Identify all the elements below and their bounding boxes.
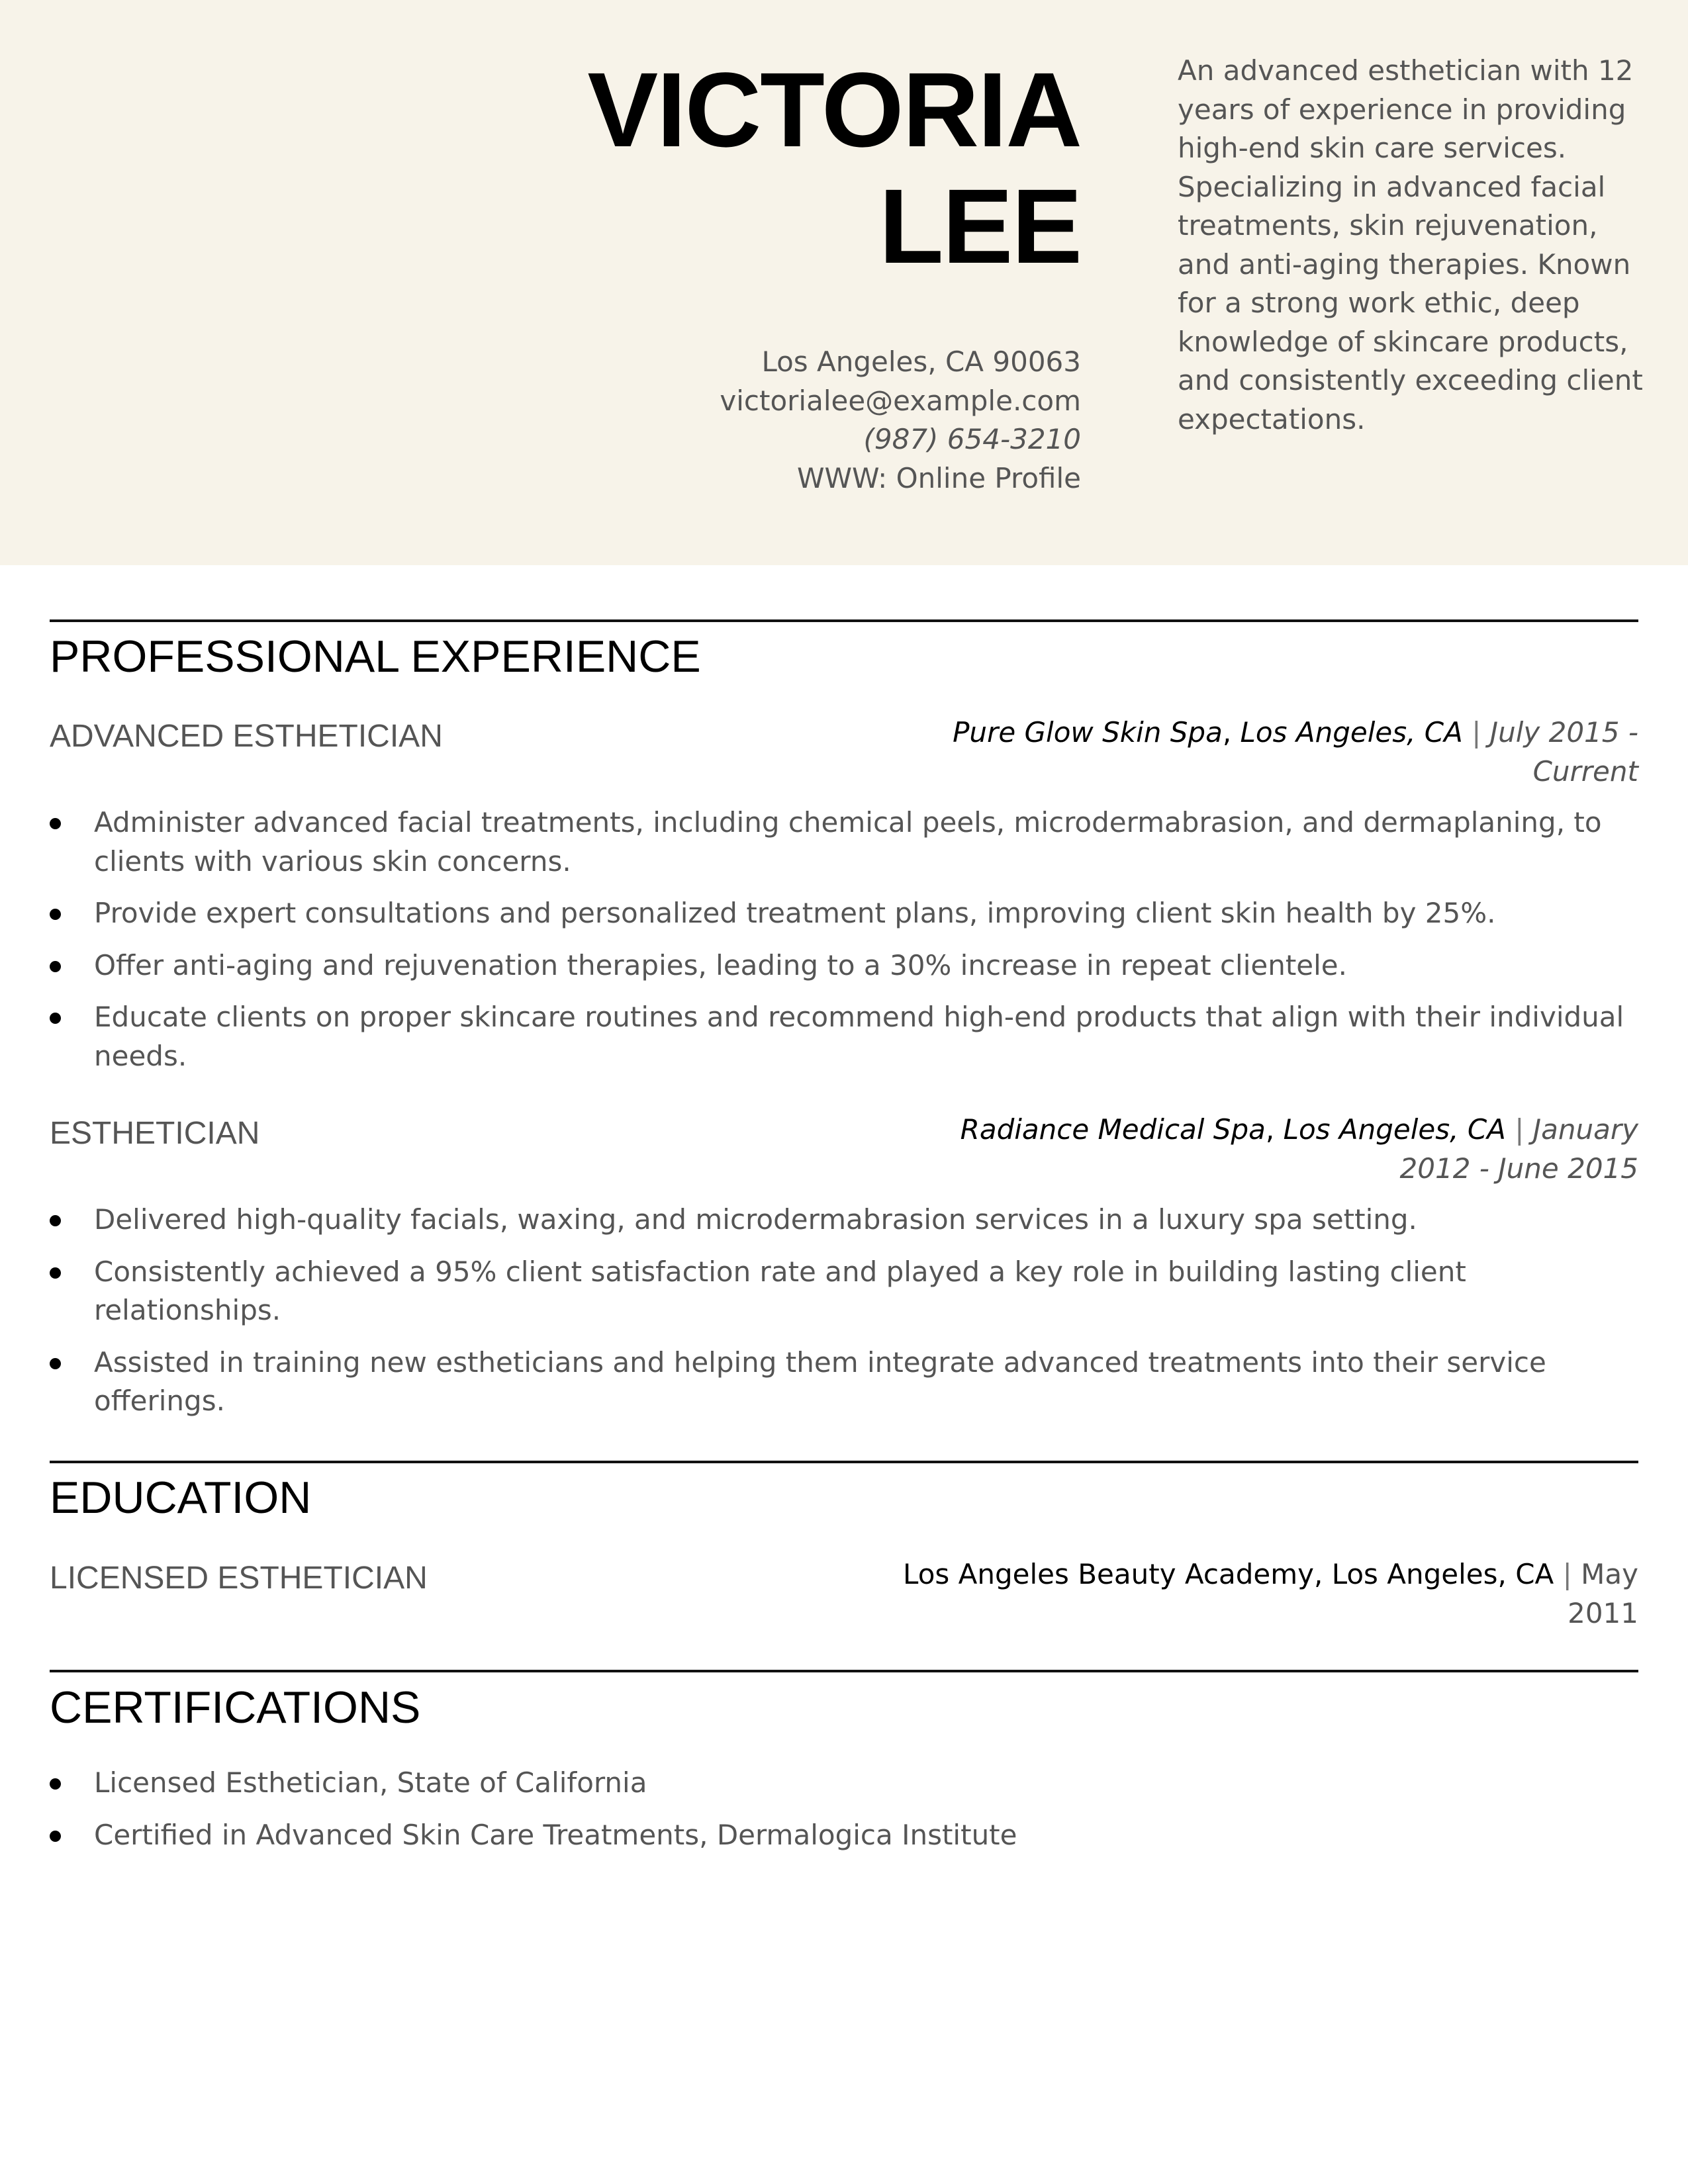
bullet-icon [50,1267,61,1279]
bullet-icon [50,1778,61,1790]
job-date-end: 2012 - June 2015 [1399,1152,1638,1185]
contact-block [485,343,1081,498]
list-item: Educate clients on proper skincare routines and recommend high-end products that align with their individual needs. [50,998,1638,1075]
job-location: Los Angeles, CA [1283,1113,1506,1146]
section-divider [50,1670,1638,1672]
bullet-icon [50,1358,61,1369]
bullet-icon [50,961,61,972]
meta-separator: | [1562,1558,1572,1590]
list-item: Certified in Advanced Skin Care Treatments, Dermalogica Institute [50,1816,1638,1855]
bullet-icon [50,1013,61,1024]
name-last: LEE [878,167,1081,285]
education-degree: LICENSED ESTHETICIAN [50,1561,428,1596]
bullet-icon [50,909,61,920]
job-employer: Pure Glow Skin Spa [953,716,1223,749]
contact-phone[interactable]: (987) 654-3210 [863,423,1081,455]
job-title: ESTHETICIAN [50,1116,260,1151]
list-item: Delivered high-quality facials, waxing, and microdermabrasion services in a luxury spa setting. [50,1201,1638,1240]
bullet-icon [50,1215,61,1226]
job-date-start: July 2015 - [1489,716,1638,749]
education-date-year: 2011 [1568,1596,1638,1629]
list-item: Offer anti-aging and rejuvenation therapies, leading to a 30% increase in repeat clientele. [50,946,1638,985]
meta-separator: | [1472,716,1481,749]
list-item: Provide expert consultations and personalized treatment plans, improving client skin health by 25%. [50,894,1638,933]
list-item: Licensed Esthetician, State of California [50,1764,1638,1803]
job-meta: Pure Glow Skin Spa, Los Angeles, CA | July 2015 - Current [953,716,1638,788]
bullet-icon [50,1831,61,1842]
meta-separator: | [1515,1113,1524,1146]
education-date-month: May [1581,1558,1638,1590]
job-location: Los Angeles, CA [1240,716,1463,749]
certifications-list [50,1764,1638,1868]
job-date-start: January [1532,1113,1638,1146]
list-item: Assisted in training new estheticians and helping them integrate advanced treatments into their service offerings. [50,1343,1638,1421]
name-first: VICTORIA [587,50,1081,169]
job-bullets [50,803,1638,1089]
section-divider [50,1461,1638,1463]
job-bullets [50,1201,1638,1434]
contact-location: Los Angeles, CA 90063 [761,345,1081,378]
list-item: Consistently achieved a 95% client satisfaction rate and played a key role in building lasting client relationships. [50,1253,1638,1330]
job-meta: Radiance Medical Spa, Los Angeles, CA | January 2012 - June 2015 [960,1113,1638,1185]
bullet-icon [50,818,61,829]
education-school: Los Angeles Beauty Academy, Los Angeles, CA [903,1558,1554,1590]
candidate-name [485,52,1081,285]
contact-website[interactable]: WWW: Online Profile [796,461,1081,494]
education-heading: EDUCATION [50,1473,312,1523]
education-meta [844,1555,1638,1633]
list-item: Administer advanced facial treatments, including chemical peels, microdermabrasion, and dermaplaning, to clients with various skin concerns. [50,803,1638,881]
job-title: ADVANCED ESTHETICIAN [50,719,443,754]
job-employer: Radiance Medical Spa [960,1113,1266,1146]
header-band [0,0,1688,565]
certifications-heading: CERTIFICATIONS [50,1682,421,1733]
section-divider [50,619,1638,622]
experience-heading: PROFESSIONAL EXPERIENCE [50,631,701,682]
job-date-end: Current [1532,754,1638,788]
professional-summary: An advanced esthetician with 12 years of experience in providing high-end skin care services. Specializing in advanced facial treatments, skin rejuvenation, and anti-aging therapies. Known for a strong work ethic, deep knowledge of skincare products, and consistently exceeding client expectations. [1178,54,1643,435]
contact-email[interactable]: victorialee@example.com [720,384,1081,417]
